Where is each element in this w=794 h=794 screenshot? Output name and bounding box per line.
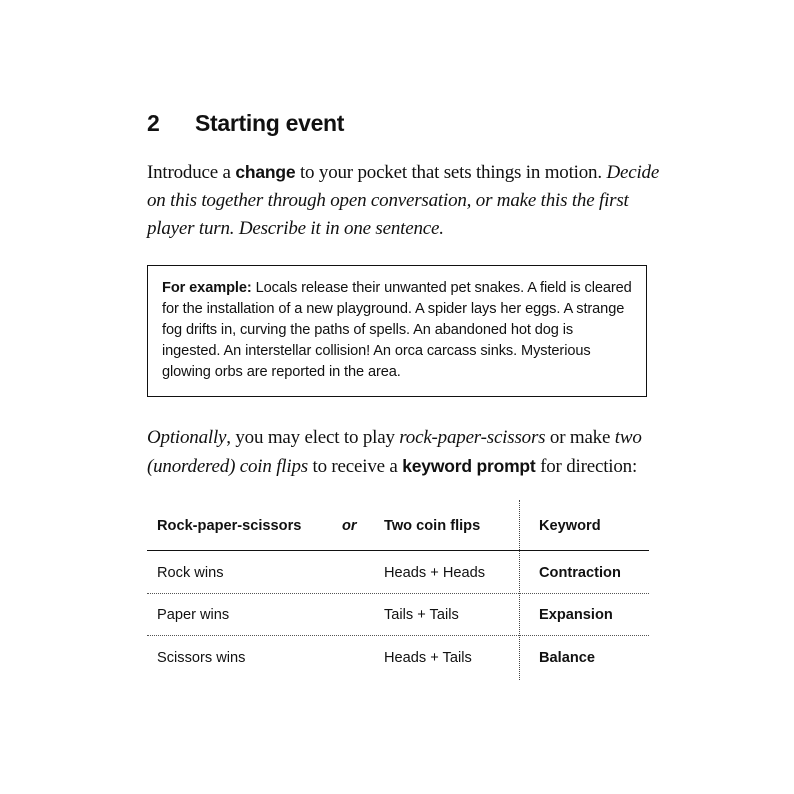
optional-paragraph <box>147 423 667 481</box>
example-box <box>147 265 647 397</box>
row-2-rps: Paper wins <box>157 607 230 623</box>
example-text: Locals release their unwanted pet snakes. A field is cleared for the installation of a new playground. A spider lays her eggs. A strange fog drifts in, curving the paths of spells. An abandoned hot dog is ingested. An interstellar collision! An orca carcass sinks. Mysterious glowing orbs are reported in the area. <box>162 280 632 380</box>
section-title: Starting event <box>195 110 345 136</box>
intro-paragraph <box>147 158 667 243</box>
optional-italic-coins: two (unordered) coin flips <box>147 427 642 477</box>
header-or: or <box>342 518 357 534</box>
optional-text-6: to receive a <box>307 456 403 477</box>
intro-text-2: to your pocket that sets things in motion. <box>295 162 602 183</box>
row-1-coins: Heads + Heads <box>384 565 486 581</box>
optional-text-4: or make <box>545 427 615 448</box>
example-label: For example: <box>162 280 252 296</box>
row-3-rps: Scissors wins <box>157 650 246 666</box>
header-rps: Rock-paper-scissors <box>157 518 302 534</box>
row-1-rps: Rock wins <box>157 565 224 581</box>
header-coins: Two coin flips <box>384 518 481 534</box>
header-keyword: Keyword <box>539 518 601 534</box>
optional-text-2: , you may elect to play <box>226 427 400 448</box>
row-3-keyword: Balance <box>539 650 595 666</box>
row-2-coins: Tails + Tails <box>384 607 459 623</box>
section-number: 2 <box>147 110 160 136</box>
table-column-divider <box>519 500 520 680</box>
optional-italic-1: Optionally <box>147 427 227 448</box>
row-3-coins: Heads + Tails <box>384 650 472 666</box>
row-1-keyword: Contraction <box>539 565 621 581</box>
intro-italic-text: Decide on this together through open conversation, or make this the first player turn. Describe it in one sentence. <box>147 162 660 239</box>
table-row-divider <box>147 593 649 594</box>
intro-text-1: Introduce a <box>147 162 236 183</box>
optional-text-8: for direction: <box>535 456 638 477</box>
intro-keyword-change: change <box>235 162 296 182</box>
row-2-keyword: Expansion <box>539 607 613 623</box>
table-header-rule <box>147 550 649 551</box>
section-heading <box>147 110 344 137</box>
keyword-table <box>147 500 649 680</box>
table-row-divider <box>147 635 649 636</box>
optional-keyword-prompt: keyword prompt <box>402 456 536 476</box>
optional-italic-rps: rock-paper-scissors <box>399 427 546 448</box>
